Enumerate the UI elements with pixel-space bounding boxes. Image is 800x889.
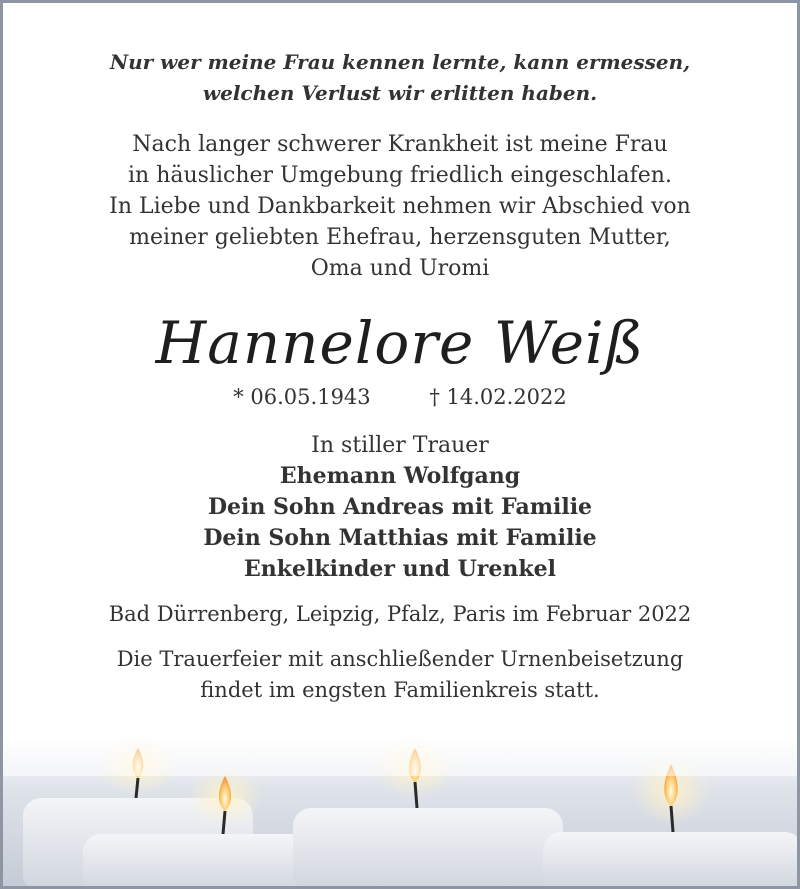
intro-line-4: meiner geliebten Ehefrau, herzensguten Mutter, — [129, 225, 671, 250]
birth-date: * 06.05.1943 — [233, 385, 371, 409]
intro-line-5: Oma und Uromi — [310, 256, 490, 281]
motto-line-1: Nur wer meine Frau kennen lernte, kann ermessen, — [109, 50, 691, 74]
intro-text — [3, 129, 797, 284]
life-dates — [3, 382, 797, 412]
mourner-name: Ehemann Wolfgang — [279, 463, 521, 489]
obituary-content — [3, 47, 797, 706]
mourner-name: Dein Sohn Matthias mit Familie — [203, 525, 597, 551]
candles-image — [3, 736, 797, 886]
ceremony-line-2: findet im engsten Familienkreis statt. — [200, 678, 600, 702]
place-and-date: Bad Dürrenberg, Leipzig, Pfalz, Paris im Februar 2022 — [108, 602, 692, 626]
motto — [3, 47, 797, 109]
motto-line-2: welchen Verlust wir erlitten haben. — [202, 81, 598, 105]
mourners — [3, 430, 797, 585]
death-date: † 14.02.2022 — [429, 385, 567, 409]
mourner-name: Enkelkinder und Urenkel — [244, 556, 556, 582]
ceremony-line-1: Die Trauerfeier mit anschließender Urnenbeisetzung — [116, 647, 684, 671]
deceased-name: Hannelore Weiß — [155, 309, 645, 377]
intro-line-1: Nach langer schwerer Krankheit ist meine Frau — [132, 132, 668, 157]
ceremony-notice — [3, 644, 797, 706]
intro-line-3: In Liebe und Dankbarkeit nehmen wir Abschied von — [109, 194, 691, 219]
mourner-name: Dein Sohn Andreas mit Familie — [207, 494, 593, 520]
intro-line-2: in häuslicher Umgebung friedlich eingeschlafen. — [128, 163, 672, 188]
mourners-heading: In stiller Trauer — [311, 433, 489, 458]
